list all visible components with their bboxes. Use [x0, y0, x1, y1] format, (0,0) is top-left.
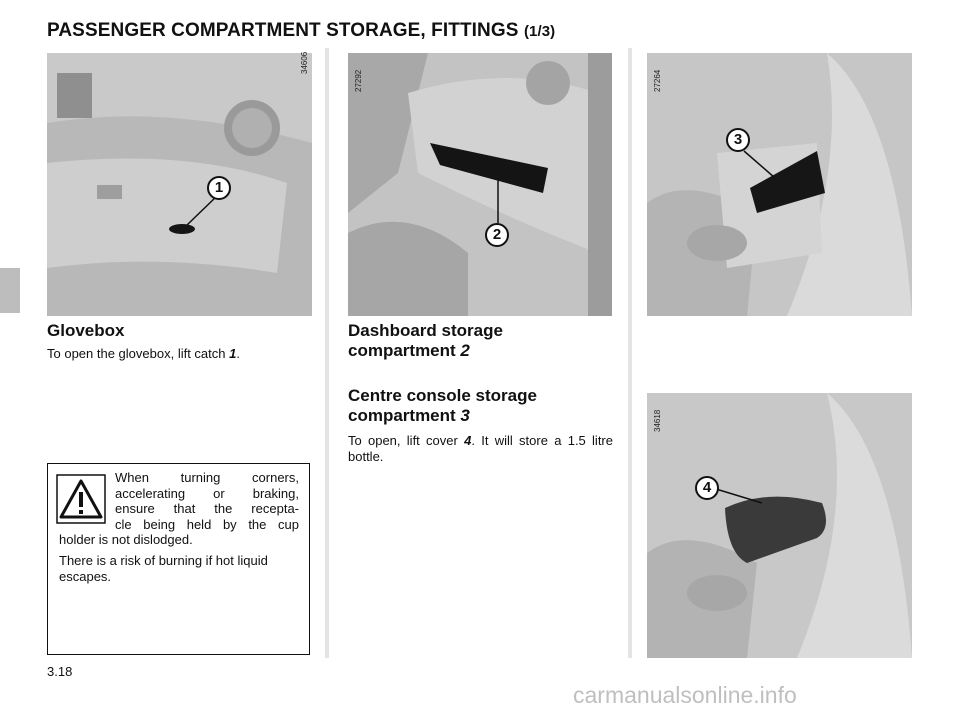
console-text-main: To open, lift cover	[348, 433, 465, 448]
dashboard-compartment-ref: 2	[460, 341, 470, 360]
console-text	[348, 433, 613, 465]
glovebox-catch-ref: 1	[229, 346, 237, 361]
console-heading-line1: Centre console storage	[348, 386, 537, 405]
warning-paragraph-2: There is a risk of burning if hot liquid escapes.	[59, 553, 268, 584]
callout-4: 4	[695, 476, 719, 500]
dashboard-storage-photo	[348, 53, 612, 316]
callout-1: 1	[207, 176, 231, 200]
armrest-photo	[647, 393, 912, 658]
figure-code-3: 27264	[653, 69, 662, 92]
glovebox-text-main: To open the glovebox, lift catch	[47, 346, 230, 361]
watermark: carmanualsonline.info	[573, 682, 797, 708]
dashboard-heading-word: compartment	[348, 341, 461, 360]
centre-console-photo	[647, 53, 912, 316]
warning-line-3: ensure that the recepta-	[115, 501, 299, 516]
page-title	[47, 20, 555, 42]
page-title-text: PASSENGER COMPARTMENT STORAGE, FITTINGS	[47, 20, 519, 41]
page-number: 3.18	[47, 664, 73, 679]
warning-line-2: accelerating or braking,	[115, 485, 299, 501]
armrest-illustration	[647, 393, 912, 658]
console-compartment-ref: 3	[460, 406, 470, 425]
glovebox-text	[47, 346, 310, 362]
console-illustration	[647, 53, 912, 316]
console-cover-ref: 4	[464, 433, 472, 448]
console-text-end: . It will store a 1.5 litre bottle.	[348, 433, 613, 464]
dashboard-heading-line2	[348, 341, 503, 361]
warning-continuation: holder is not dislodged.	[59, 532, 193, 547]
glovebox-photo	[47, 53, 312, 316]
dashboard-heading-line1: Dashboard storage	[348, 321, 503, 340]
warning-line-1: When turning corners,	[115, 470, 299, 485]
glovebox-text-end: .	[236, 346, 240, 361]
warning-text-lines	[115, 470, 299, 532]
column-divider-2	[628, 48, 632, 658]
section-tab-marker	[0, 268, 20, 313]
console-heading	[348, 386, 537, 426]
dashboard-heading	[348, 321, 503, 361]
callout-2: 2	[485, 223, 509, 247]
figure-code-2: 27292	[354, 69, 363, 92]
column-divider-1	[325, 48, 329, 658]
glovebox-heading: Glovebox	[47, 321, 125, 340]
warning-box	[47, 463, 310, 655]
dashboard-illustration	[348, 53, 612, 316]
figure-code-1: 34606	[300, 51, 309, 74]
warning-line-4: cle being held by the cup	[115, 516, 299, 532]
glovebox-illustration	[47, 53, 312, 316]
console-heading-line2	[348, 406, 537, 426]
warning-triangle-icon	[56, 474, 106, 524]
figure-code-4: 34618	[653, 409, 662, 432]
console-heading-word: compartment	[348, 406, 461, 425]
callout-3: 3	[726, 128, 750, 152]
page-part-indicator: (1/3)	[523, 23, 556, 40]
